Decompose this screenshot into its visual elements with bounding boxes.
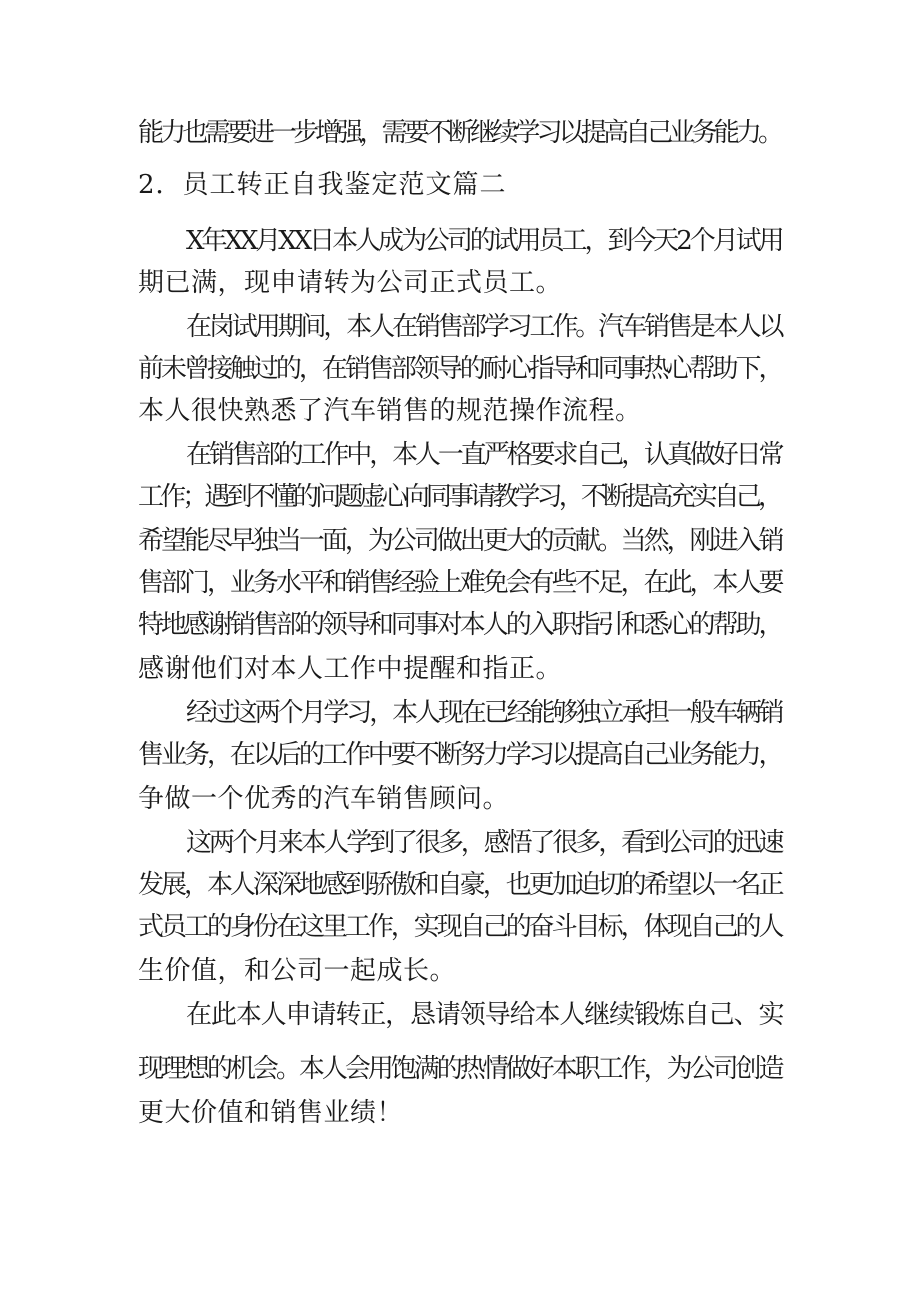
section-heading: 2．员工转正自我鉴定范文篇二 xyxy=(138,170,507,200)
text-line: 特地感谢销售部的领导和同事对本人的入职指引和悉心的帮助， xyxy=(138,610,782,640)
text-line: 前未曾接触过的，在销售部领导的耐心指导和同事热心帮助下， xyxy=(138,354,782,384)
text-line: 希望能尽早独当一面，为公司做出更大的贡献。当然，刚进入销 xyxy=(138,526,782,556)
text-line: 式员工的身份在这里工作，实现自己的奋斗目标，体现自己的人 xyxy=(138,912,782,942)
text-line: 本人很快熟悉了汽车销售的规范操作流程。 xyxy=(138,396,642,426)
text-line: 售部门，业务水平和销售经验上难免会有些不足，在此，本人要 xyxy=(138,568,782,598)
text-line: 经过这两个月学习，本人现在已经能够独立承担一般车辆销 xyxy=(186,698,782,728)
text-line: 期已满，现申请转为公司正式员工。 xyxy=(138,268,563,298)
text-line: X年XX月XX日本人成为公司的试用员工，到今天2个月试用 xyxy=(186,226,782,256)
text-line: 售业务，在以后的工作中要不断努力学习以提高自己业务能力， xyxy=(138,740,782,770)
text-line: 在岗试用期间，本人在销售部学习工作。汽车销售是本人以 xyxy=(186,312,782,342)
text-line: 现理想的机会。本人会用饱满的热情做好本职工作，为公司创造 xyxy=(138,1054,782,1084)
text-line: 工作；遇到不懂的问题虚心向同事请教学习，不断提高充实自己， xyxy=(138,482,781,512)
text-line: 更大价值和销售业绩！ xyxy=(138,1098,404,1128)
text-line: 生价值，和公司一起成长。 xyxy=(138,956,457,986)
text-line: 在此本人申请转正，恳请领导给本人继续锻炼自己、实 xyxy=(186,1000,784,1030)
continuation-line: 能力也需要进一步增强，需要不断继续学习以提高自己业务能力。 xyxy=(138,118,781,148)
text-line: 感谢他们对本人工作中提醒和指正。 xyxy=(138,654,563,684)
text-line: 发展，本人深深地感到骄傲和自豪，也更加迫切的希望以一名正 xyxy=(138,870,782,900)
text-line: 在销售部的工作中，本人一直严格要求自己，认真做好日常 xyxy=(186,440,782,470)
text-line: 争做一个优秀的汽车销售顾问。 xyxy=(138,784,510,814)
text-line: 这两个月来本人学到了很多，感悟了很多，看到公司的迅速 xyxy=(186,828,782,858)
